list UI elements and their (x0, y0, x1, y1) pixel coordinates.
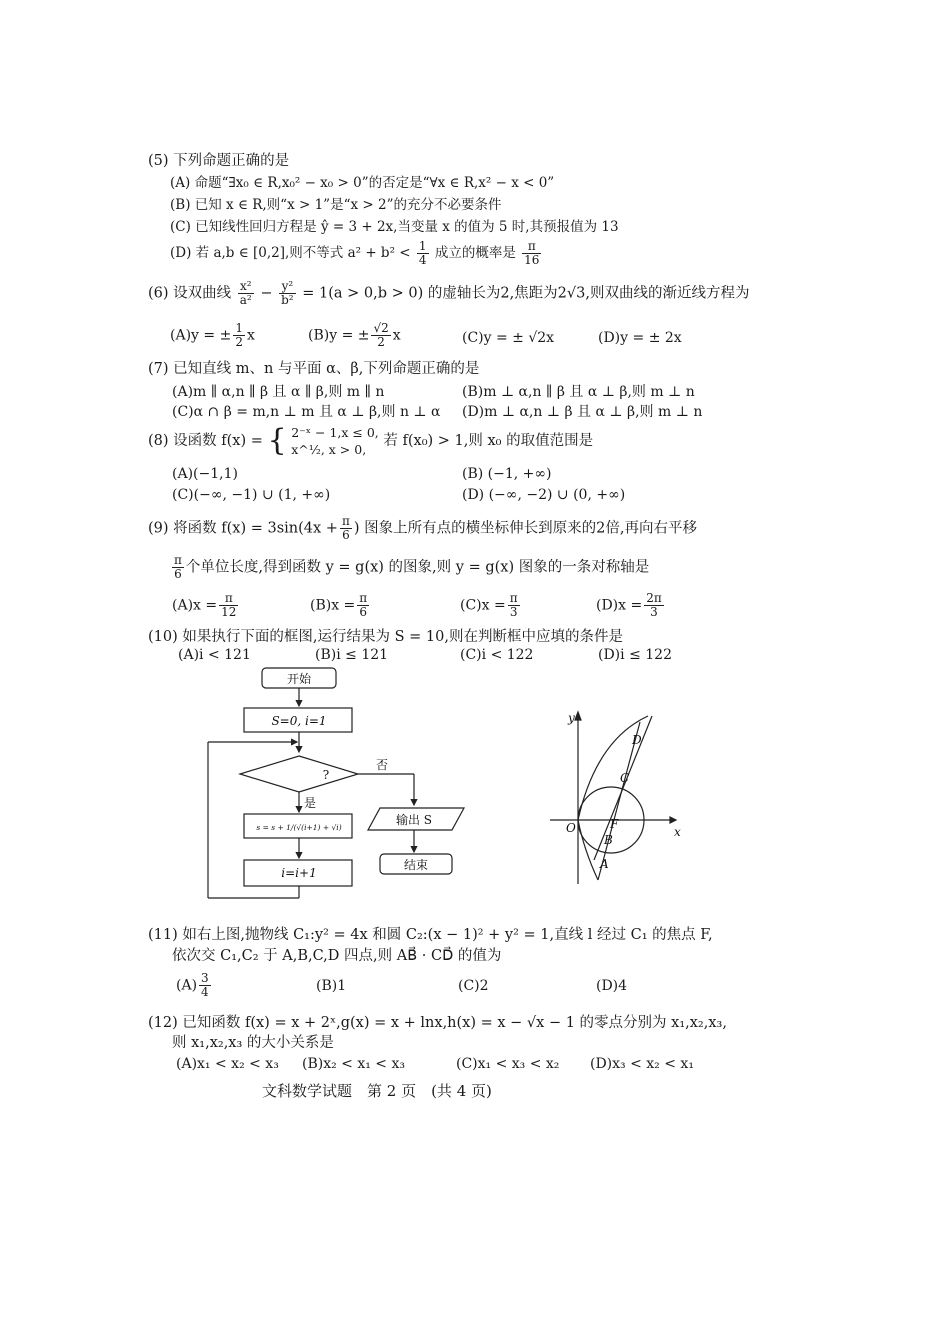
q6-option-a: (A)y = ± $\frac{1}{2}$ x (170, 321, 255, 349)
flowchart-yes-label: 是 (304, 796, 317, 810)
flowchart-incr-label: i=i+1 (281, 866, 317, 880)
q10-stem: (10) 如果执行下面的框图,运行结果为 S = 10,则在判断框中应填的条件是 (148, 629, 623, 645)
q10-option-b: (B)i ≤ 121 (315, 647, 389, 663)
q7-option-a: (A)m ∥ α,n ∥ β 且 α ∥ β,则 m ∥ n (172, 384, 385, 400)
graph-o-label: O (566, 821, 576, 835)
q12-option-a: (A)x₁ < x₂ < x₃ (176, 1056, 279, 1072)
q12-line2: 则 x₁,x₂,x₃ 的大小关系是 (172, 1035, 334, 1051)
fraction: $\frac{\pi}{16}$ (524, 239, 540, 267)
q5-option-b: (B) 已知 x ∈ R,则“x > 1”是“x > 2”的充分不必要条件 (170, 197, 502, 213)
q8-option-d: (D) (−∞, −2) ∪ (0, +∞) (462, 487, 626, 503)
flowchart-output-label: 输出 S (395, 813, 433, 827)
y-axis-arrow-icon (575, 712, 581, 720)
graph-y-label: y (568, 711, 575, 725)
q6-option-c: (C)y = ± √2x (462, 330, 555, 346)
q11-option-a: (A) $\frac{3}{4}$ (176, 971, 209, 999)
q9-option-b: (B)x = $\frac{\pi}{6}$ (310, 591, 368, 619)
q11-option-b: (B)1 (316, 978, 347, 994)
flowchart-diagram (200, 660, 480, 910)
q9-option-c: (C)x = $\frac{\pi}{3}$ (460, 591, 518, 619)
q7-option-c: (C)α ∩ β = m,n ⊥ m 且 α ⊥ β,则 n ⊥ α (172, 404, 441, 420)
q6-option-b: (B)y = ± $\frac{√2}{2}$ x (308, 321, 401, 349)
q11-option-d: (D)4 (596, 978, 628, 994)
q7-stem: (7) 已知直线 m、n 与平面 α、β,下列命题正确的是 (148, 361, 480, 377)
q10-option-d: (D)i ≤ 122 (598, 647, 672, 663)
q8-option-a: (A)(−1,1) (172, 466, 238, 482)
q5-stem: (5) 下列命题正确的是 (148, 153, 290, 169)
q11-line1: (11) 如右上图,抛物线 C₁:y² = 4x 和圆 C₂:(x − 1)² + y² = 1,直线 l 经过 C₁ 的焦点 F, (148, 927, 713, 943)
graph-c-label: C (620, 771, 630, 785)
graph-f-label: F (610, 817, 619, 831)
fraction: $\frac{1}{4}$ (418, 239, 427, 267)
q7-option-d: (D)m ⊥ α,n ⊥ β 且 α ⊥ β,则 m ⊥ n (462, 404, 703, 420)
q10-option-c: (C)i < 122 (460, 647, 534, 663)
q12-line1: (12) 已知函数 f(x) = x + 2ˣ,g(x) = x + lnx,h(x) = x − √x − 1 的零点分别为 x₁,x₂,x₃, (148, 1015, 727, 1031)
q11-option-c: (C)2 (458, 978, 489, 994)
graph-b-label: B (604, 833, 613, 847)
q5-option-a: (A) 命题“∃x₀ ∈ R,x₀² − x₀ > 0”的否定是“∀x ∈ R,x² − x < 0” (170, 175, 555, 191)
q8-option-b: (B) (−1, +∞) (462, 466, 552, 482)
graph-x-label: x (674, 825, 681, 839)
flowchart-start-label: 开始 (286, 672, 312, 686)
q11-line2: 依次交 C₁,C₂ 于 A,B,C,D 四点,则 AB⃗ · CD⃗ 的值为 (172, 948, 502, 964)
q9-option-d: (D)x = $\frac{2\pi}{3}$ (596, 591, 662, 619)
q5-option-c: (C) 已知线性回归方程是 ŷ = 3 + 2x,当变量 x 的值为 5 时,其预报值为 13 (170, 219, 619, 235)
page-footer: 文科数学试题 第 2 页 (共 4 页) (262, 1082, 492, 1100)
flowchart-no-label: 否 (376, 758, 389, 772)
q12-option-c: (C)x₁ < x₃ < x₂ (456, 1056, 560, 1072)
q9-stem: (9) 将函数 f(x) = 3sin(4x + $\frac{\pi}{6}$ ) 图象上所有点的横坐标伸长到原来的2倍,再向右平移 (148, 514, 697, 542)
flowchart-decision-diamond (240, 756, 358, 792)
flowchart-cond-label: ? (322, 768, 330, 782)
graph-a-label: A (600, 857, 609, 871)
x-axis-arrow-icon (670, 817, 676, 823)
graph-d-label: D (632, 733, 642, 747)
q12-option-d: (D)x₃ < x₂ < x₁ (590, 1056, 694, 1072)
q9-line2: $\frac{\pi}{6}$ 个单位长度,得到函数 y = g(x) 的图象,则 y = g(x) 图象的一条对称轴是 (174, 553, 650, 581)
q6-option-d: (D)y = ± 2x (598, 330, 682, 346)
flowchart-assign-label: s = s + 1/(√(i+1) + √i) (256, 823, 342, 832)
parabola-circle-graph (540, 700, 690, 890)
q7-option-b: (B)m ⊥ α,n ∥ β 且 α ⊥ β,则 m ⊥ n (462, 384, 695, 400)
q12-option-b: (B)x₂ < x₁ < x₃ (302, 1056, 405, 1072)
flowchart-init-label: S=0, i=1 (271, 714, 327, 728)
q6-stem: (6) 设双曲线 $\frac{\text{x²}}{\text{a²}}$ − $\frac{\text{y²}}{\text{b²}}$ = 1(a > 0,b > 0) 的虚轴长为2,焦距为2√3,则双曲线的渐近线方程为 (148, 279, 750, 307)
flowchart-end-label: 结束 (403, 858, 429, 872)
q8-option-c: (C)(−∞, −1) ∪ (1, +∞) (172, 487, 331, 503)
q8-stem: (8) 设函数 f(x) = { 2⁻ˣ − 1,x ≤ 0, x^½, x > 0, 若 f(x₀) > 1,则 x₀ 的取值范围是 (148, 423, 594, 458)
q5-option-d: (D) 若 a,b ∈ [0,2],则不等式 a² + b² < $\frac{1}{4}$ 成立的概率是 $\frac{\pi}{16}$ (170, 239, 540, 267)
q9-option-a: (A)x = $\frac{\pi}{12}$ (172, 591, 237, 619)
q10-option-a: (A)i < 121 (178, 647, 251, 663)
